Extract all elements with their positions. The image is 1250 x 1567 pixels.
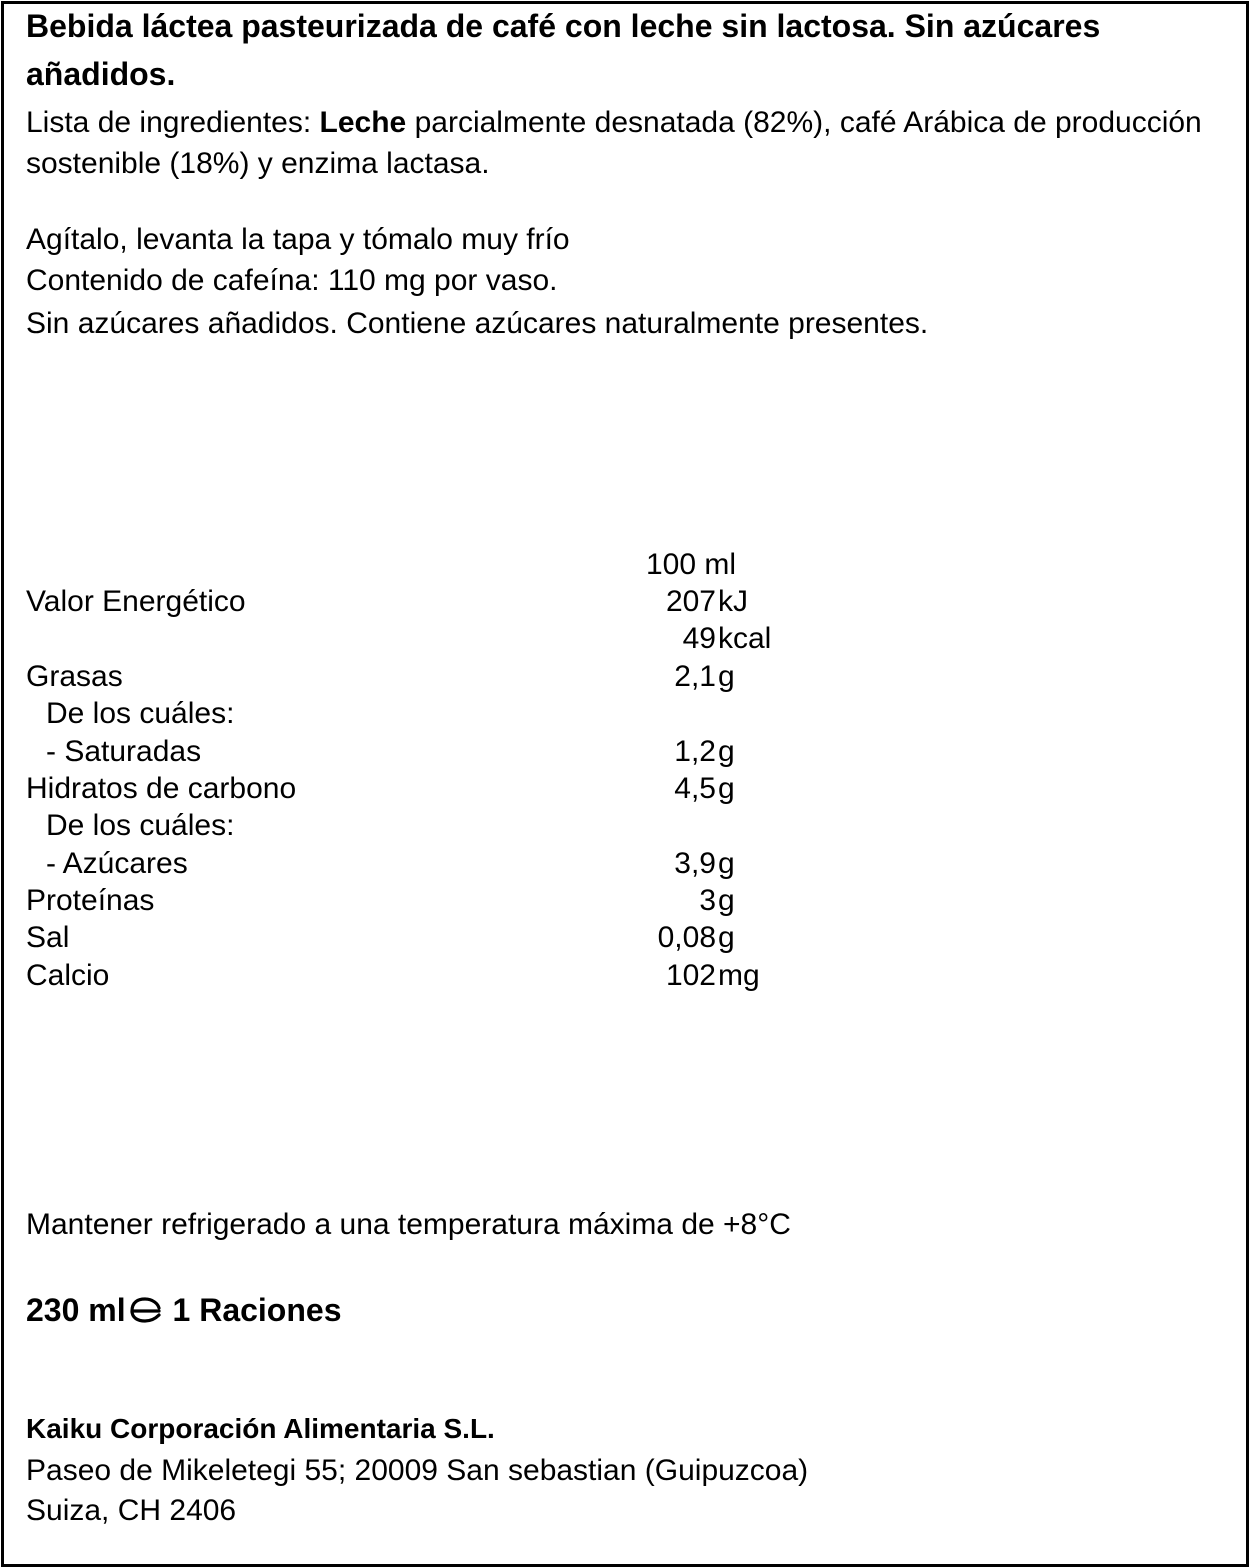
nutrition-column-header: 100 ml bbox=[646, 548, 737, 581]
salt-unit: g bbox=[718, 921, 735, 954]
calcium-value: 102 bbox=[665, 959, 716, 992]
manufacturer-name: Kaiku Corporación Alimentaria S.L. bbox=[26, 1413, 495, 1444]
ingredients-allergen: Leche bbox=[319, 106, 407, 139]
sugars-value: 3,9 bbox=[674, 847, 716, 880]
protein-unit: g bbox=[718, 884, 735, 917]
energy-kcal-value: 49 bbox=[682, 622, 716, 655]
calcium-unit: mg bbox=[718, 959, 760, 992]
salt-label: Sal bbox=[26, 921, 70, 954]
saturated-unit: g bbox=[718, 735, 735, 768]
estimated-sign-icon bbox=[128, 1290, 162, 1330]
carbs-of-which-label: De los cuáles: bbox=[46, 809, 235, 842]
energy-kcal-unit: kcal bbox=[718, 622, 772, 655]
saturated-label: - Saturadas bbox=[46, 735, 202, 768]
protein-value: 3 bbox=[699, 884, 716, 917]
carbs-label: Hidratos de carbono bbox=[26, 772, 297, 805]
fat-of-which-label: De los cuáles: bbox=[46, 697, 235, 730]
manufacturer-country: Suiza, CH 2406 bbox=[26, 1494, 237, 1527]
fat-value: 2,1 bbox=[674, 660, 716, 693]
sugar-note: Sin azúcares añadidos. Contiene azúcares naturalmente presentes. bbox=[26, 307, 929, 340]
sugars-unit: g bbox=[718, 847, 735, 880]
caffeine-content: Contenido de cafeína: 110 mg por vaso. bbox=[26, 264, 558, 297]
quantity-line bbox=[26, 1290, 341, 1330]
energy-kj-value: 207 bbox=[665, 585, 716, 618]
protein-label: Proteínas bbox=[26, 884, 155, 917]
carbs-value: 4,5 bbox=[674, 772, 716, 805]
salt-value: 0,08 bbox=[657, 921, 716, 954]
net-volume: 230 ml bbox=[26, 1292, 126, 1328]
energy-label: Valor Energético bbox=[26, 585, 246, 618]
ingredients-rest: parcialmente desnatada (82%), café Arábica de producción sostenible (18%) y enzima lactasa. bbox=[26, 106, 1202, 180]
energy-kj-unit: kJ bbox=[718, 585, 748, 618]
servings: 1 Raciones bbox=[172, 1292, 342, 1328]
ingredients-label: Lista de ingredientes: bbox=[26, 106, 320, 139]
product-title: Bebida láctea pasteurizada de café con leche sin lactosa. Sin azúcares añadidos. bbox=[26, 8, 1101, 92]
ingredients-list bbox=[26, 102, 1216, 184]
instructions: Agítalo, levanta la tapa y tómalo muy frío bbox=[26, 223, 570, 256]
carbs-unit: g bbox=[718, 772, 735, 805]
fat-unit: g bbox=[718, 660, 735, 693]
sugars-label: - Azúcares bbox=[46, 847, 188, 880]
storage-instructions: Mantener refrigerado a una temperatura máxima de +8°C bbox=[26, 1208, 791, 1241]
fat-label: Grasas bbox=[26, 660, 123, 693]
saturated-value: 1,2 bbox=[674, 735, 716, 768]
calcium-label: Calcio bbox=[26, 959, 110, 992]
manufacturer-address: Paseo de Mikeletegi 55; 20009 San sebastian (Guipuzcoa) bbox=[26, 1454, 809, 1487]
